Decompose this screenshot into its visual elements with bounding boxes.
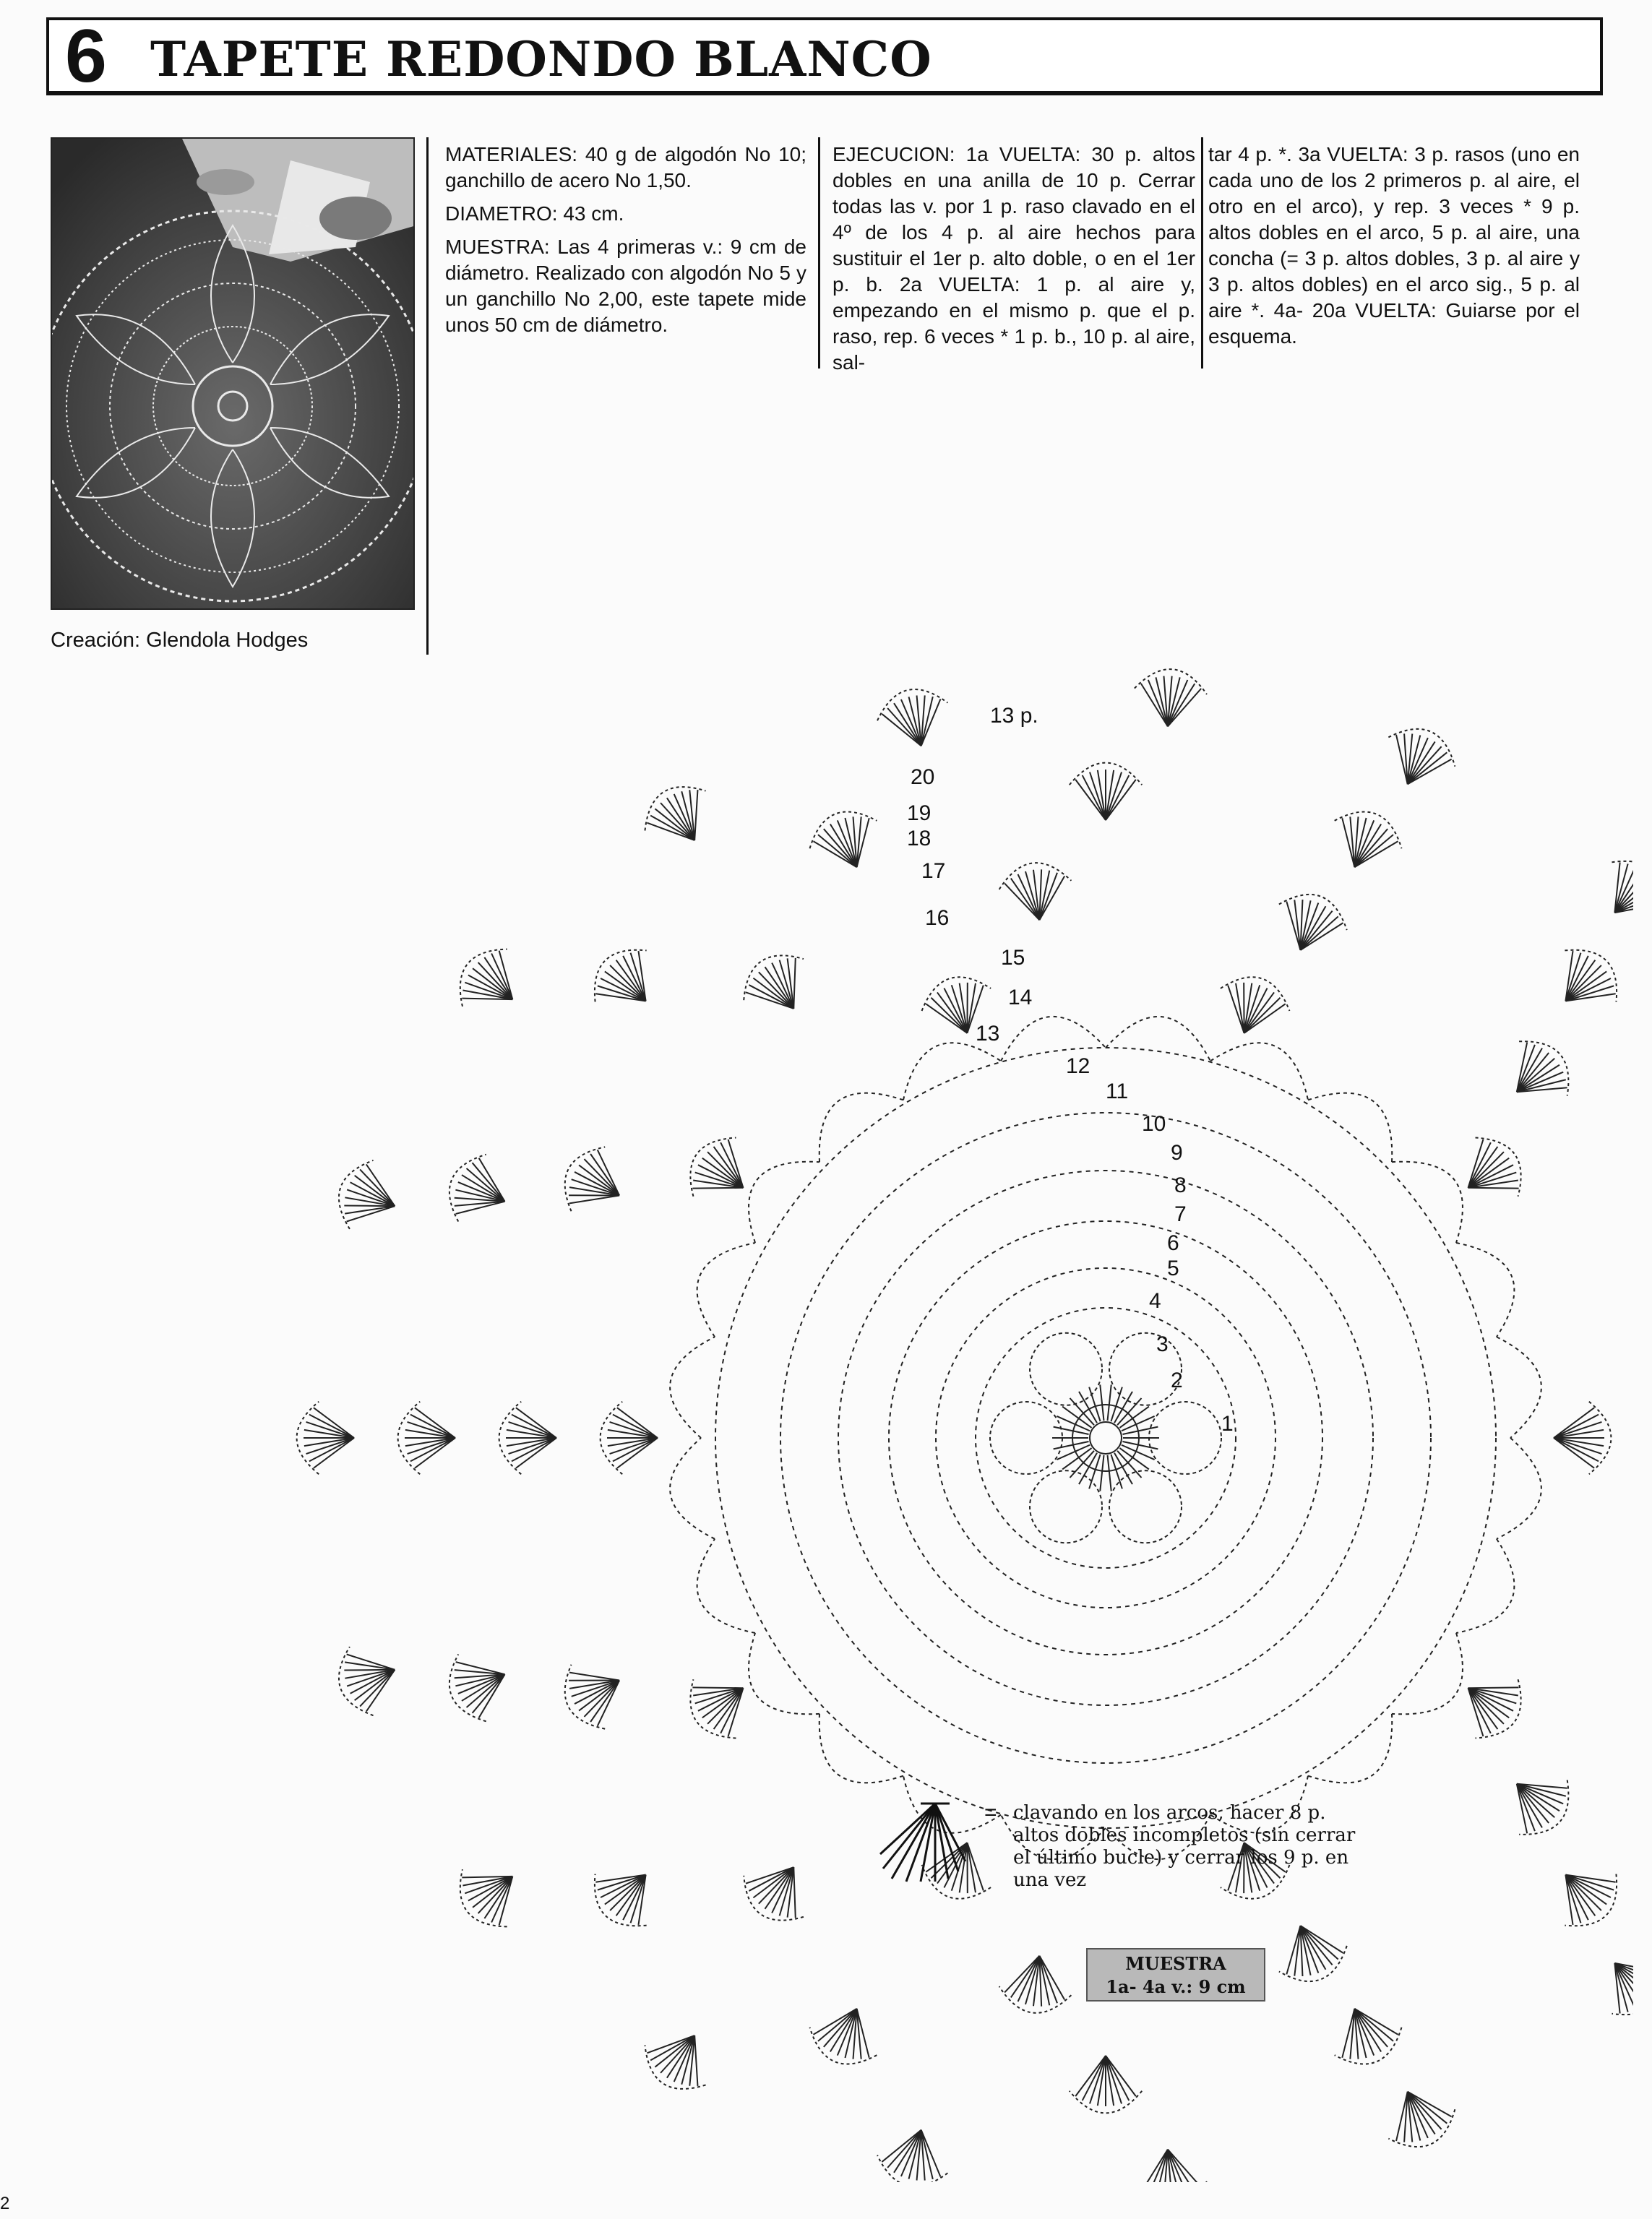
fan-stitch [967, 983, 976, 1033]
fan-stitch [1106, 2056, 1122, 2103]
fan-stitch [415, 1408, 455, 1438]
fan-stitch [692, 1687, 743, 1688]
fan-stitch [793, 958, 796, 1009]
round-number-label: 3 [1156, 1332, 1169, 1356]
fan-stitch [1517, 1784, 1542, 1828]
fan-stitch [306, 1438, 354, 1454]
fan-stitch [655, 2035, 694, 2067]
crochet-chart [43, 434, 1633, 2182]
chain-arc [749, 1633, 819, 1714]
legend-text: clavando en los arcos, hacer 8 p. altos dobles incompletos (sin cerrar el último bucle) y cerrar los 9 p. en una vez [1013, 1802, 1356, 1891]
round-number-label: 12 [1066, 1054, 1090, 1078]
fan-stitch [1168, 684, 1195, 726]
fan-stitch [1090, 772, 1106, 820]
fan-stitch [484, 1877, 512, 1918]
fan-stitch [590, 1154, 619, 1195]
fan-stitch [1354, 2009, 1398, 2035]
fan-stitch [1236, 983, 1244, 1033]
round-number-label: 9 [1171, 1141, 1183, 1165]
fan-stitch [1075, 2056, 1106, 2096]
column-rule [818, 137, 820, 369]
fan-stitch [1354, 824, 1381, 868]
fan-stitch [655, 809, 694, 840]
fan-stitch [473, 968, 512, 999]
fan-stitch [753, 978, 793, 1009]
center-petal [1030, 1470, 1102, 1543]
fan-stitch [1286, 902, 1300, 950]
fan-stitch [509, 1438, 556, 1454]
fan-stitch [462, 1175, 505, 1202]
fan-stitch [1468, 1158, 1510, 1188]
round-number-label: 17 [921, 859, 946, 883]
fan-stitch [1517, 1065, 1559, 1092]
fan-stitch [617, 1438, 658, 1468]
fan-stitch [1228, 986, 1244, 1033]
chain-arc [1497, 1438, 1541, 1539]
round-number-label: 1 [1221, 1412, 1234, 1436]
fan-stitch [753, 1867, 793, 1897]
fan-stitch [516, 1438, 556, 1468]
fan-stitch [1300, 923, 1343, 950]
fan-stitch [569, 1673, 619, 1681]
fan-stitch [650, 816, 694, 840]
fan-stitch [1039, 873, 1057, 921]
page-title: TAPETE REDONDO BLANCO [150, 31, 932, 87]
fan-stitch [1408, 2092, 1435, 2134]
fan-stitch [714, 1147, 744, 1188]
fan-stitch [830, 824, 857, 868]
chain-arc [1392, 1162, 1463, 1243]
fan-stitch [1554, 1422, 1601, 1438]
execution-text: EJECUCION: 1a VUELTA: 30 p. altos dobles en una anilla de 10 p. Cerrar todas las v. por 1 p. raso clavado en el 4º de los 4 p. al aire hechos para sustituir el 1er p. alto doble, o en el 1er p. b. 2a VUELTA: 1 p. al aire y, empezando en el mismo p. que el p. raso, rep. 6 veces * 1 p. b., 10 p. al aire, sal- [833, 143, 1195, 374]
continuation-text: tar 4 p. *. 3a VUELTA: 3 p. rasos (uno en cada uno de los 2 primeros p. al aire, el otro en el arco), y rep. 3 veces * 9 p. altos dobles en el arco, 5 p. al aire, una concha (= 3 p. altos dobles, 3 p. al aire y 3 p. altos dobles) en el arco sig., 5 p. al aire *. 4a- 20a VUELTA: Guiarse por el esquema. [1208, 143, 1580, 348]
fan-stitch [347, 1206, 395, 1221]
chain-arc [1106, 1017, 1210, 1061]
fan-stitch [1354, 841, 1398, 867]
chain-arc [1210, 1043, 1308, 1100]
fan-stitch [408, 1422, 455, 1438]
fan-stitch [509, 1422, 556, 1438]
fan-stitch [484, 957, 512, 999]
fan-stitch [314, 1408, 354, 1438]
fan-stitch [1075, 780, 1106, 820]
fan-stitch [479, 1674, 505, 1718]
chain-arc [1456, 1539, 1514, 1633]
round-number-label: 5 [1167, 1257, 1179, 1280]
fan-stitch [610, 1438, 658, 1454]
fan-stitch [347, 1654, 395, 1669]
fan-stitch [650, 2035, 694, 2060]
chain-arc [819, 1093, 903, 1162]
fan-stitch [692, 1188, 743, 1189]
fan-stitch [579, 1165, 619, 1195]
fan-stitch [1039, 1956, 1057, 2004]
chain-arc [670, 1438, 715, 1539]
materials-text: MATERIALES: 40 g de algodón No 10; ganchillo de acero No 1,50. [445, 143, 806, 191]
fan-stitch [1300, 1926, 1332, 1965]
sample-box-value: 1a- 4a v.: 9 cm [1106, 1976, 1246, 1997]
fan-stitch [1408, 752, 1447, 784]
fan-stitch [813, 841, 856, 867]
round-number-label: 16 [925, 906, 950, 930]
center-stitch [1089, 1455, 1100, 1489]
fan-stitch [882, 2130, 921, 2162]
chain-arc [1308, 1714, 1392, 1783]
chain-arc [1392, 1633, 1463, 1714]
pattern-number: 6 [65, 14, 107, 98]
chain-arc [1456, 1243, 1514, 1337]
chain-round [976, 1308, 1236, 1568]
sample-box-title: MUESTRA [1125, 1953, 1226, 1974]
chain-round [838, 1171, 1373, 1705]
fan-stitch [1468, 1687, 1519, 1688]
fan-stitch [1244, 992, 1274, 1033]
fan-stitch [894, 703, 921, 746]
continuation-column [1208, 142, 1580, 357]
fan-stitch [617, 1408, 658, 1438]
fan-stitch [1300, 1926, 1343, 1953]
fan-stitch [1468, 1188, 1519, 1189]
chain-arc [749, 1162, 819, 1243]
chain-round [715, 1048, 1496, 1828]
fan-stitch [314, 1438, 354, 1468]
chain-arc [1308, 1093, 1392, 1162]
fan-arc [877, 689, 947, 720]
fan-stitch [694, 790, 697, 840]
photo-caption: Creación: Glendola Hodges [51, 629, 309, 652]
center-petal [1030, 1333, 1102, 1405]
chain-round [889, 1221, 1322, 1655]
round-number-label: 15 [1001, 946, 1025, 970]
fan-stitch [1286, 1926, 1300, 1974]
fan-stitch [830, 2009, 857, 2052]
fan-stitch [355, 1176, 395, 1206]
fan-stitch [1090, 2056, 1106, 2103]
center-petal [1149, 1402, 1221, 1474]
center-stitch [1108, 1384, 1111, 1421]
center-chain-label: 13 p. [990, 704, 1038, 728]
round-number-label: 18 [907, 827, 932, 850]
center-stitch [1100, 1384, 1104, 1421]
center-stitch [1100, 1455, 1104, 1491]
round-number-label: 19 [907, 801, 932, 825]
center-stitch [1111, 1455, 1122, 1489]
center-stitch [1111, 1387, 1122, 1422]
fan-stitch [590, 1681, 619, 1722]
fan-stitch [882, 714, 921, 746]
round-number-label: 13 [976, 1022, 1000, 1046]
fan-stitch [1294, 900, 1300, 950]
fan-stitch [345, 1662, 395, 1669]
fan-stitch [749, 1867, 793, 1891]
fan-stitch [894, 2130, 921, 2173]
sample-text: MUESTRA: Las 4 primeras v.: 9 cm de diámetro. Realizado con algodón No 5 y un ganchillo No 2,00, este tapete mide unos 50 cm de diámetro. [445, 236, 806, 336]
fan-stitch [694, 2035, 697, 2086]
fan-stitch [1468, 1688, 1498, 1729]
center-stitch [1089, 1387, 1100, 1422]
center-petal [990, 1402, 1062, 1474]
fan-stitch [569, 1195, 619, 1203]
fan-stitch [1408, 2092, 1452, 2117]
fan-stitch-icon [877, 1796, 971, 1883]
fan-stitch [749, 985, 793, 1009]
legend-equals: = [984, 1801, 997, 1824]
fan-stitch [1300, 911, 1332, 950]
fan-stitch [462, 1674, 505, 1701]
center-ring [1090, 1422, 1122, 1454]
page-number: 2 [0, 2194, 10, 2213]
fan-stitch [1408, 741, 1435, 784]
fan-stitch [610, 1422, 658, 1438]
chain-arc [903, 1043, 1001, 1100]
diameter-text: DIAMETRO: 43 cm. [445, 202, 624, 225]
fan-stitch [1554, 1438, 1594, 1468]
fan-stitch [1244, 1004, 1286, 1033]
sample-box [1086, 1948, 1265, 2002]
fan-stitch [714, 1688, 744, 1729]
fan-stitch [516, 1408, 556, 1438]
chain-round [780, 1113, 1431, 1763]
column-rule [1201, 137, 1203, 369]
fan-stitch [415, 1438, 455, 1468]
fan-stitch [926, 1004, 967, 1033]
fan-stitch [1354, 2009, 1381, 2052]
fan-stitch [702, 1688, 744, 1718]
chain-arc [697, 1539, 755, 1633]
fan-stitch [344, 1670, 395, 1671]
execution-column [833, 142, 1195, 383]
fan-stitch [1408, 2092, 1447, 2124]
fan-stitch [408, 1438, 455, 1454]
fan-stitch [1408, 759, 1452, 785]
fan-stitch [306, 1422, 354, 1438]
fan-stitch [579, 1681, 619, 1711]
fan-stitch [1554, 1438, 1601, 1454]
fan-stitch [355, 1670, 395, 1700]
fan-stitch [1294, 1926, 1300, 1976]
round-number-label: 10 [1142, 1112, 1166, 1136]
fan-stitch [1517, 1048, 1542, 1093]
fan-stitch [1106, 780, 1136, 820]
center-stitch [1108, 1455, 1111, 1491]
fan-stitch [1141, 684, 1168, 726]
fan-stitch [366, 1164, 395, 1206]
round-number-label: 14 [1008, 986, 1033, 1009]
round-number-label: 4 [1149, 1289, 1161, 1313]
fan-stitch [1106, 772, 1122, 820]
round-number-label: 6 [1167, 1231, 1179, 1255]
fan-stitch [345, 1206, 395, 1213]
chain-arc [670, 1337, 715, 1438]
round-number-label: 8 [1174, 1173, 1187, 1197]
round-number-label: 7 [1174, 1202, 1187, 1226]
round-number-label: 2 [1171, 1369, 1183, 1392]
chain-arc [819, 1714, 903, 1783]
fan-stitch [813, 2009, 856, 2035]
fan-stitch [937, 992, 967, 1033]
title-bar [46, 14, 1603, 98]
fan-stitch [1468, 1147, 1498, 1188]
chain-round [936, 1268, 1275, 1608]
materials-column [445, 142, 806, 345]
fan-stitch [702, 1158, 744, 1188]
fan-stitch [366, 1670, 395, 1712]
fan-stitch [479, 1158, 505, 1202]
fan-stitch [473, 1877, 512, 1908]
fan-stitch [1106, 2056, 1136, 2096]
round-number-label: 20 [911, 765, 935, 789]
chain-arc [697, 1243, 755, 1337]
fan-stitch [1517, 1784, 1559, 1811]
round-number-label: 11 [1106, 1080, 1129, 1103]
chain-arc [1497, 1337, 1541, 1438]
fan-stitch [1554, 1408, 1594, 1438]
fan-stitch [344, 1205, 395, 1206]
fan-stitch [1468, 1688, 1510, 1718]
fan-stitch [793, 1867, 796, 1918]
